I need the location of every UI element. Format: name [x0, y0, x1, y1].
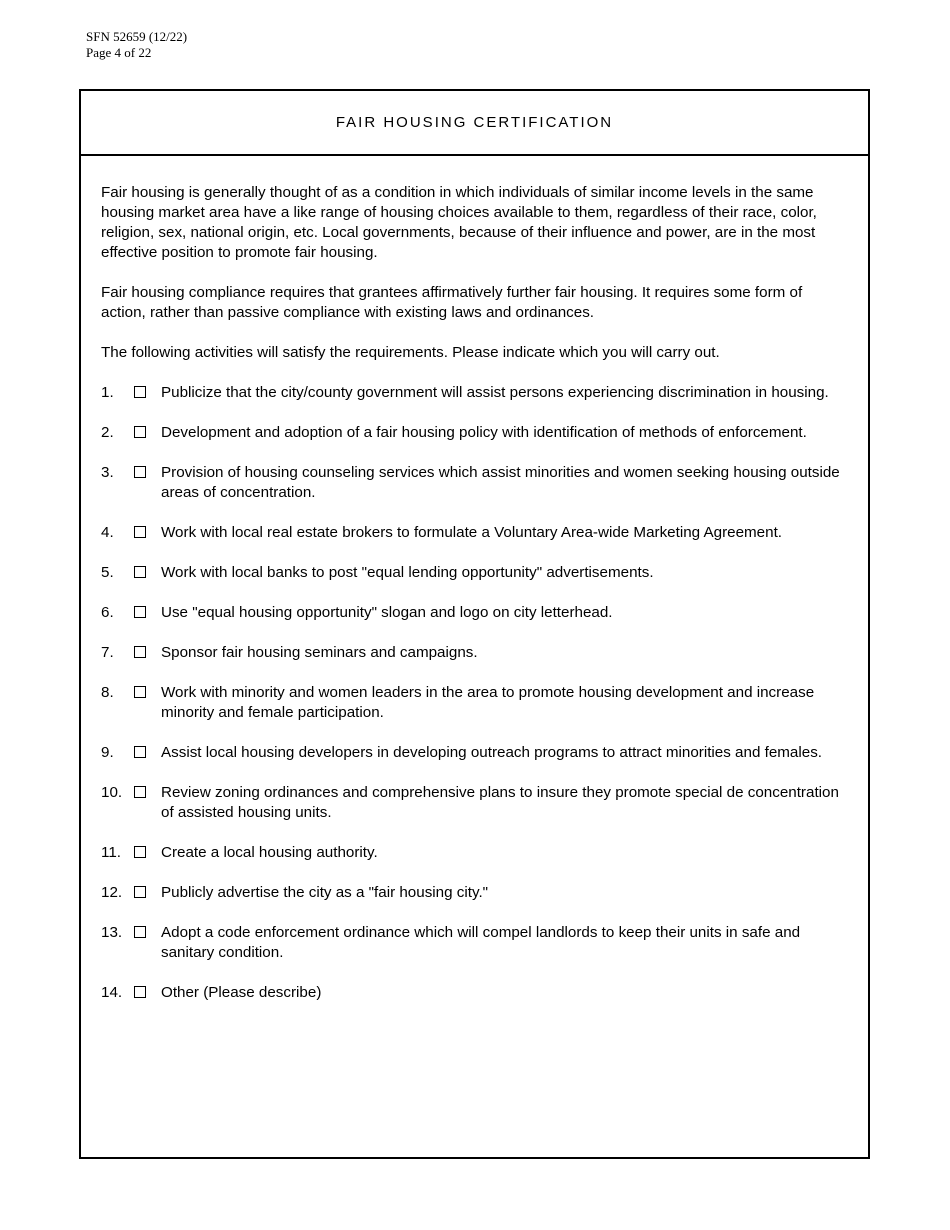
item-text: Provision of housing counseling services which assist minorities and women seeking housing outside areas of concentration.: [161, 464, 840, 501]
activity-checkbox[interactable]: [134, 426, 146, 438]
activity-checkbox[interactable]: [134, 686, 146, 698]
item-text: Development and adoption of a fair housing policy with identification of methods of enforcement.: [161, 424, 807, 441]
form-number: SFN 52659 (12/22): [86, 29, 188, 44]
instruction-paragraph: The following activities will satisfy the requirements. Please indicate which you will carry out.: [101, 344, 720, 361]
form-header: [86, 29, 187, 61]
list-item: [101, 923, 848, 963]
activity-checkbox[interactable]: [134, 606, 146, 618]
item-text: Create a local housing authority.: [161, 844, 378, 861]
activity-checkbox[interactable]: [134, 386, 146, 398]
item-text: Publicly advertise the city as a "fair housing city.": [161, 884, 489, 901]
page-number: Page 4 of 22: [86, 45, 152, 60]
intro-paragraph: Fair housing is generally thought of as a condition in which individuals of similar income levels in the same housing market area have a like range of housing choices available to them, regardless of their race, color, religion, sex, national origin, etc. Local governments, because of their influence and power, are in the most effective position to promote fair housing.: [101, 184, 817, 261]
certification-body: [81, 156, 868, 1003]
item-number: 13.: [101, 924, 123, 941]
list-item: [101, 523, 848, 543]
list-item: [101, 983, 848, 1003]
list-item: [101, 683, 848, 723]
item-number: 3.: [101, 464, 114, 481]
list-item: [101, 783, 848, 823]
item-number: 7.: [101, 644, 114, 661]
item-text: Work with minority and women leaders in the area to promote housing development and increase minority and female participation.: [161, 684, 815, 721]
item-text: Review zoning ordinances and comprehensive plans to insure they promote special de concentration of assisted housing units.: [161, 784, 839, 821]
title-row: [81, 91, 868, 156]
list-item: [101, 463, 848, 503]
item-text: Work with local real estate brokers to formulate a Voluntary Area-wide Marketing Agreement.: [161, 524, 783, 541]
activity-checkbox[interactable]: [134, 646, 146, 658]
item-text: Publicize that the city/county government will assist persons experiencing discrimination in housing.: [161, 384, 829, 401]
list-item: [101, 743, 848, 763]
certification-box: [79, 89, 870, 1159]
item-number: 2.: [101, 424, 114, 441]
item-number: 4.: [101, 524, 114, 541]
activity-checkbox[interactable]: [134, 746, 146, 758]
list-item: [101, 383, 848, 403]
item-text: Adopt a code enforcement ordinance which will compel landlords to keep their units in safe and sanitary condition.: [161, 924, 801, 961]
page-title: FAIR HOUSING CERTIFICATION: [335, 114, 614, 131]
item-number: 8.: [101, 684, 114, 701]
list-item: [101, 423, 848, 443]
activity-checkbox[interactable]: [134, 886, 146, 898]
list-item: [101, 603, 848, 623]
item-number: 6.: [101, 604, 114, 621]
item-number: 1.: [101, 384, 114, 401]
item-number: 12.: [101, 884, 123, 901]
item-number: 5.: [101, 564, 114, 581]
activity-checkbox[interactable]: [134, 786, 146, 798]
item-number: 9.: [101, 744, 114, 761]
activity-checkbox[interactable]: [134, 846, 146, 858]
list-item: [101, 883, 848, 903]
item-text: Use "equal housing opportunity" slogan and logo on city letterhead.: [161, 604, 613, 621]
item-number: 11.: [101, 844, 121, 861]
item-text: Work with local banks to post "equal lending opportunity" advertisements.: [161, 564, 654, 581]
activity-checkbox[interactable]: [134, 986, 146, 998]
item-text: Other (Please describe): [161, 984, 322, 1001]
activity-checkbox[interactable]: [134, 466, 146, 478]
item-number: 14.: [101, 984, 123, 1001]
list-item: [101, 563, 848, 583]
activity-checkbox[interactable]: [134, 566, 146, 578]
activity-checkbox[interactable]: [134, 926, 146, 938]
item-text: Sponsor fair housing seminars and campaigns.: [161, 644, 478, 661]
list-item: [101, 643, 848, 663]
compliance-paragraph: Fair housing compliance requires that grantees affirmatively further fair housing. It requires some form of action, rather than passive compliance with existing laws and ordinances.: [101, 284, 803, 321]
activity-checkbox[interactable]: [134, 526, 146, 538]
item-text: Assist local housing developers in developing outreach programs to attract minorities and females.: [161, 744, 823, 761]
list-item: [101, 843, 848, 863]
activity-list: [101, 383, 848, 1003]
item-number: 10.: [101, 784, 123, 801]
